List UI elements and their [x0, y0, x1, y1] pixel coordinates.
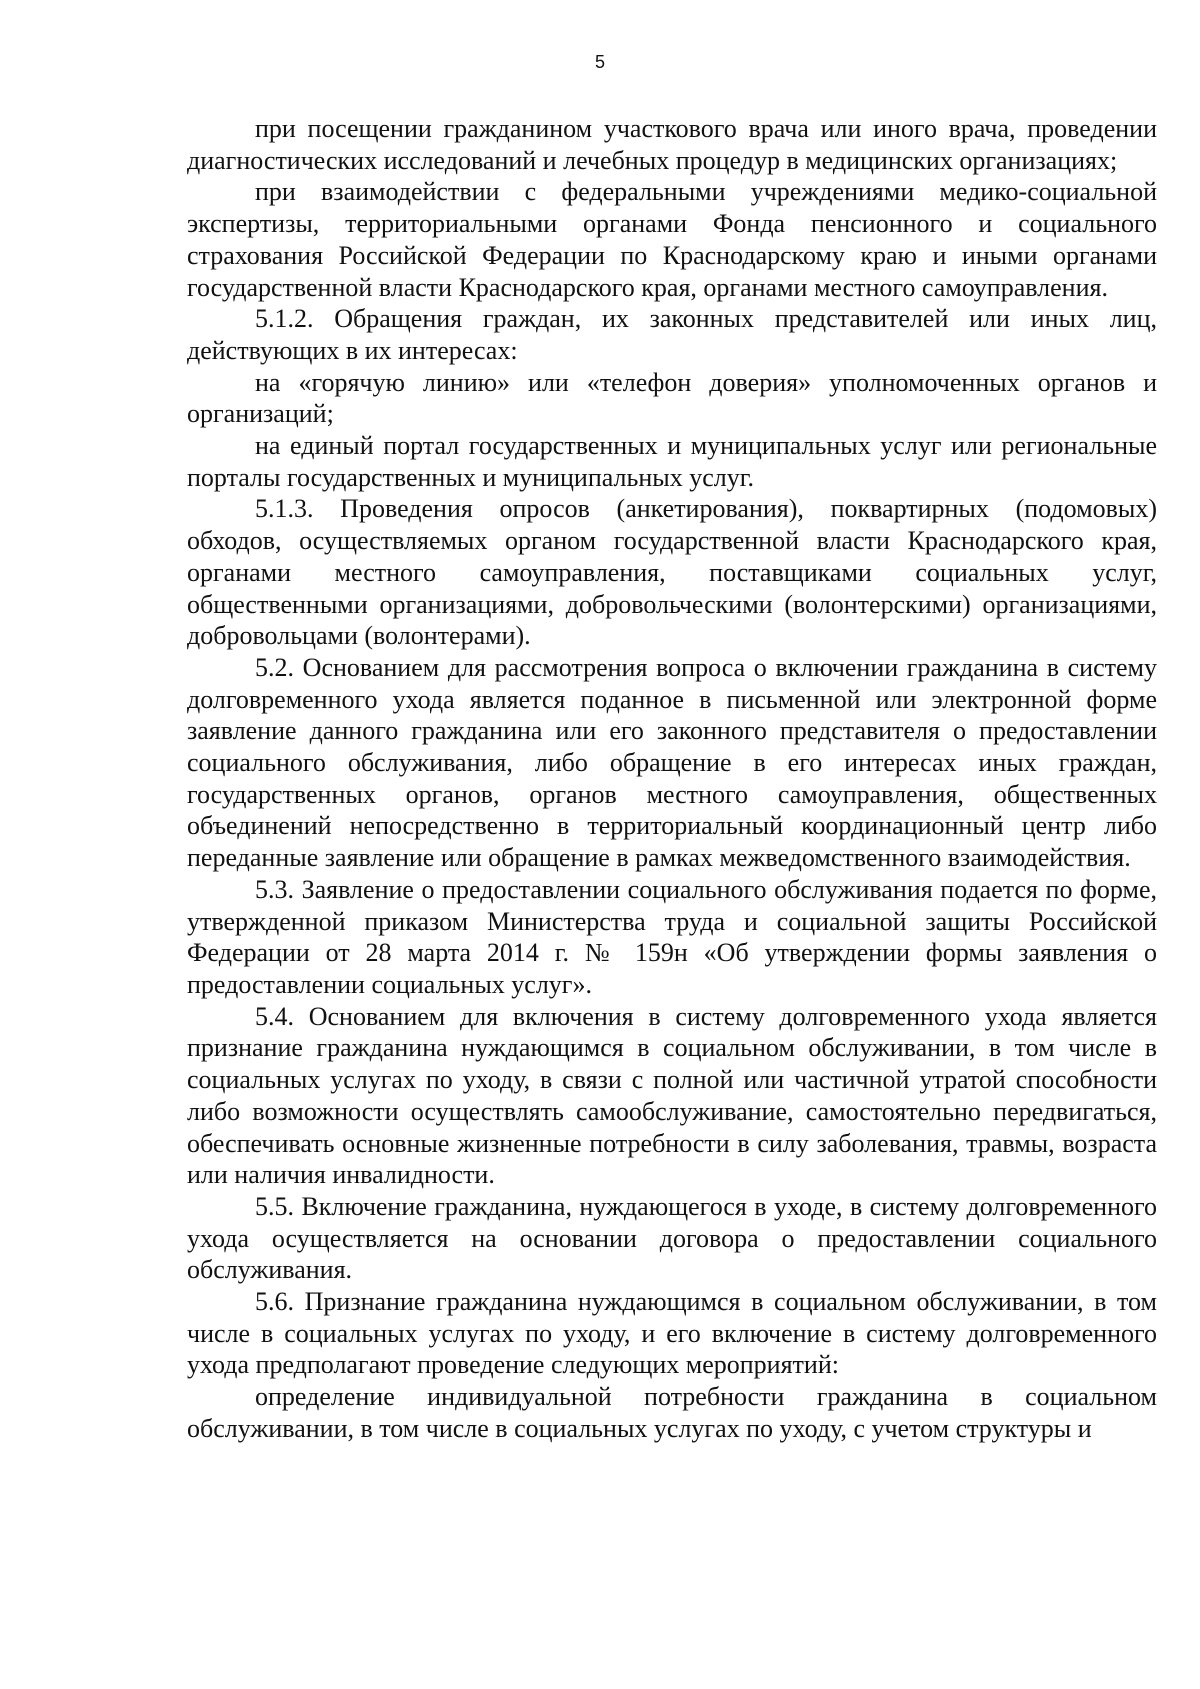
paragraph-interaction-authorities: при взаимодействии с федеральными учреждениями медико-социальной экспертизы, территориальными органами Фонда пенсионного и социального страхования Российской Федерации по Краснодарскому краю и иными органами государственной власти Краснодарского края, органами местного самоуправления.: [187, 177, 1157, 302]
paragraph-5-3: 5.3. Заявление о предоставлении социального обслуживания подается по форме, утвержденной приказом Министерства труда и социальной защиты Российской Федерации от 28 марта 2014 г. № 159н «Об утверждении формы заявления о предоставлении социальных услуг».: [187, 874, 1157, 999]
paragraph-5-1-2: 5.1.2. Обращения граждан, их законных представителей или иных лиц, действующих в их интересах:: [187, 304, 1157, 365]
document-body: [187, 113, 1157, 1445]
paragraph-5-5: 5.5. Включение гражданина, нуждающегося в уходе, в систему долговременного ухода осуществляется на основании договора о предоставлении социального обслуживания.: [187, 1191, 1157, 1285]
paragraph-5-4: 5.4. Основанием для включения в систему долговременного ухода является признание гражданина нуждающимся в социальном обслуживании, в том числе в социальных услугах по уходу, в связи с полной или частичной утратой способности либо возможности осуществлять самообслуживание, самостоятельно передвигаться, обеспечивать основные жизненные потребности в силу заболевания, травмы, возраста или наличия инвалидности.: [187, 1001, 1157, 1190]
paragraph-individual-need: определение индивидуальной потребности гражданина в социальном обслуживании, в том числе в социальных услугах по уходу, с учетом структуры и: [187, 1382, 1157, 1443]
paragraph-unified-portal: на единый портал государственных и муниципальных услуг или региональные порталы государственных и муниципальных услуг.: [187, 431, 1157, 492]
paragraph-5-6: 5.6. Признание гражданина нуждающимся в социальном обслуживании, в том числе в социальных услугах по уходу, и его включение в систему долговременного ухода предполагают проведение следующих мероприятий:: [187, 1287, 1157, 1380]
paragraph-5-1-3: 5.1.3. Проведения опросов (анкетирования), поквартирных (подомовых) обходов, осуществляемых органом государственной власти Краснодарского края, органами местного самоуправления, поставщиками социальных услуг, общественными организациями, добровольческими (волонтерскими) организациями, добровольцами (волонтерами).: [187, 494, 1157, 651]
paragraph-5-2: 5.2. Основанием для рассмотрения вопроса о включении гражданина в систему долговременного ухода является поданное в письменной или электронной форме заявление данного гражданина или его законного представителя о предоставлении социального обслуживания, либо обращение в его интересах иных граждан, государственных органов, органов местного самоуправления, общественных объединений непосредственно в территориальный координационный центр либо переданные заявление или обращение в рамках межведомственного взаимодействия.: [187, 652, 1157, 873]
paragraph-hotline: на «горячую линию» или «телефон доверия» уполномоченных органов и организаций;: [187, 367, 1157, 429]
page-number: 5: [594, 52, 605, 72]
paragraph-visit-doctor: при посещении гражданином участкового врача или иного врача, проведении диагностических исследований и лечебных процедур в медицинских организациях;: [187, 114, 1157, 175]
